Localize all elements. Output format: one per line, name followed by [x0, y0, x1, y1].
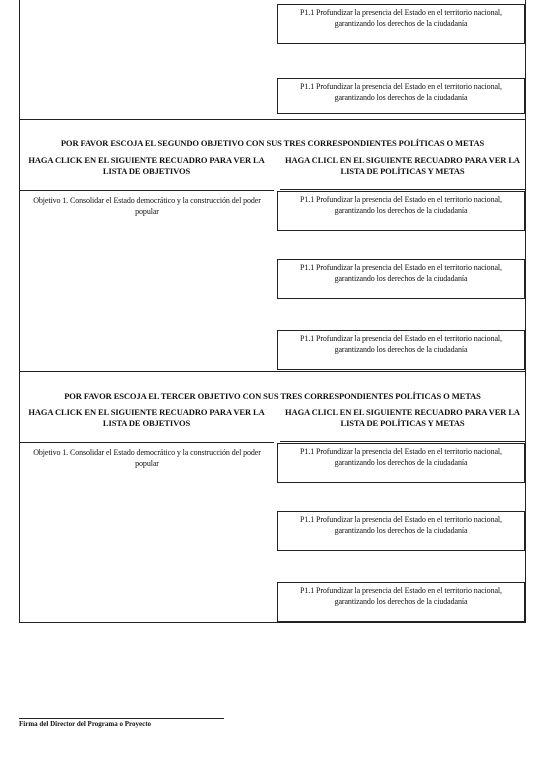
policy-dropdown[interactable]: P1.1 Profundizar la presencia del Estado en el territorio nacional, garantizando los derechos de la ciudadanía [277, 4, 525, 44]
header-underline [19, 190, 274, 191]
signature-label: Firma del Director del Programa o Proyecto [19, 720, 152, 728]
section-divider [19, 119, 526, 120]
objectives-header: HAGA CLICK EN EL SIGUIENTE RECUADRO PARA VER LA LISTA DE OBJETIVOS [28, 155, 265, 176]
policy-dropdown[interactable]: P1.1 Profundizar la presencia del Estado en el territorio nacional, garantizando los derechos de la ciudadanía [277, 330, 525, 370]
policies-header: HAGA CLICL EN EL SIGUIENTE RECUADRO PARA VER LA LISTA DE POLÍTICAS Y METAS [280, 155, 525, 190]
signature-line [19, 718, 224, 719]
policy-dropdown[interactable]: P1.1 Profundizar la presencia del Estado en el territorio nacional, garantizando los derechos de la ciudadanía [277, 259, 525, 299]
objective-dropdown[interactable]: Objetivo 1. Consolidar el Estado democrático y la construcción del poder popular [33, 448, 261, 468]
section-title: POR FAVOR ESCOJA EL TERCER OBJETIVO CON SUS TRES CORRESPONDIENTES POLÍTICAS O METAS [64, 391, 481, 401]
policy-dropdown[interactable]: P1.1 Profundizar la presencia del Estado en el territorio nacional, garantizando los derechos de la ciudadanía [277, 582, 525, 622]
policies-header: HAGA CLICL EN EL SIGUIENTE RECUADRO PARA VER LA LISTA DE POLÍTICAS Y METAS [280, 407, 525, 442]
policy-dropdown[interactable]: P1.1 Profundizar la presencia del Estado en el territorio nacional, garantizando los derechos de la ciudadanía [277, 78, 525, 114]
section-divider [19, 371, 526, 372]
policy-dropdown[interactable]: P1.1 Profundizar la presencia del Estado en el territorio nacional, garantizando los derechos de la ciudadanía [277, 191, 525, 231]
policy-dropdown[interactable]: P1.1 Profundizar la presencia del Estado en el territorio nacional, garantizando los derechos de la ciudadanía [277, 511, 525, 551]
section-title: POR FAVOR ESCOJA EL SEGUNDO OBJETIVO CON SUS TRES CORRESPONDIENTES POLÍTICAS O METAS [60, 138, 485, 148]
header-underline [19, 442, 274, 443]
policy-dropdown[interactable]: P1.1 Profundizar la presencia del Estado en el territorio nacional, garantizando los derechos de la ciudadanía [277, 443, 525, 483]
objective-dropdown[interactable]: Objetivo 1. Consolidar el Estado democrático y la construcción del poder popular [33, 196, 261, 216]
objectives-header: HAGA CLICK EN EL SIGUIENTE RECUADRO PARA VER LA LISTA DE OBJETIVOS [28, 407, 265, 428]
